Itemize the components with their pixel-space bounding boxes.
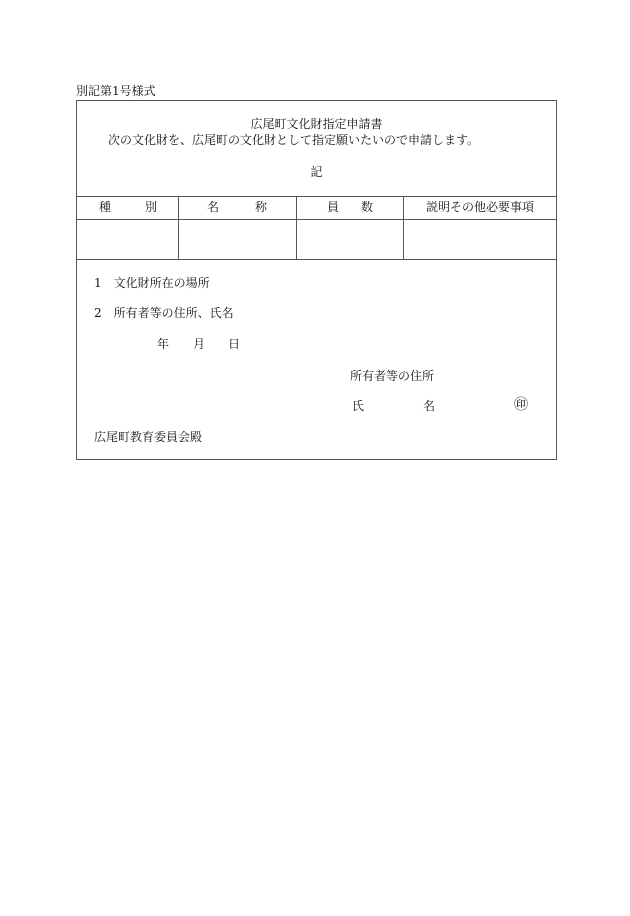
date-year: 年 — [157, 337, 170, 351]
item-1: 1 文化財所在の場所 — [94, 276, 210, 290]
name-label-a: 氏 — [352, 399, 365, 413]
item-2: 2 所有者等の住所、氏名 — [94, 306, 234, 320]
name-label-b: 名 — [423, 399, 436, 413]
column-divider — [296, 196, 297, 259]
owner-address-label: 所有者等の住所 — [350, 369, 435, 383]
header-text: 別 — [144, 200, 157, 214]
header-text: 数 — [360, 200, 373, 214]
application-form — [76, 100, 557, 460]
addressee: 広尾町教育委員会殿 — [94, 430, 203, 444]
header-count — [327, 196, 373, 219]
date-day: 日 — [228, 337, 241, 351]
header-text: 種 — [99, 200, 112, 214]
divider — [77, 219, 556, 220]
header-name — [207, 196, 267, 219]
form-title: 広尾町文化財指定申請書 — [250, 117, 383, 131]
ki-heading: 記 — [310, 165, 323, 179]
header-type — [99, 196, 157, 219]
date-month: 月 — [193, 337, 206, 351]
header-description: 説明その他必要事項 — [425, 200, 534, 214]
column-divider — [178, 196, 179, 259]
seal-icon: ㊞ — [514, 397, 528, 413]
divider — [77, 259, 556, 260]
header-text: 名 — [207, 200, 220, 214]
header-text: 称 — [254, 200, 267, 214]
intro-text: 次の文化財を、広尾町の文化財として指定願いたいので申請します。 — [108, 133, 480, 147]
form-label: 別記第1号様式 — [76, 84, 156, 98]
header-text: 員 — [327, 200, 340, 214]
